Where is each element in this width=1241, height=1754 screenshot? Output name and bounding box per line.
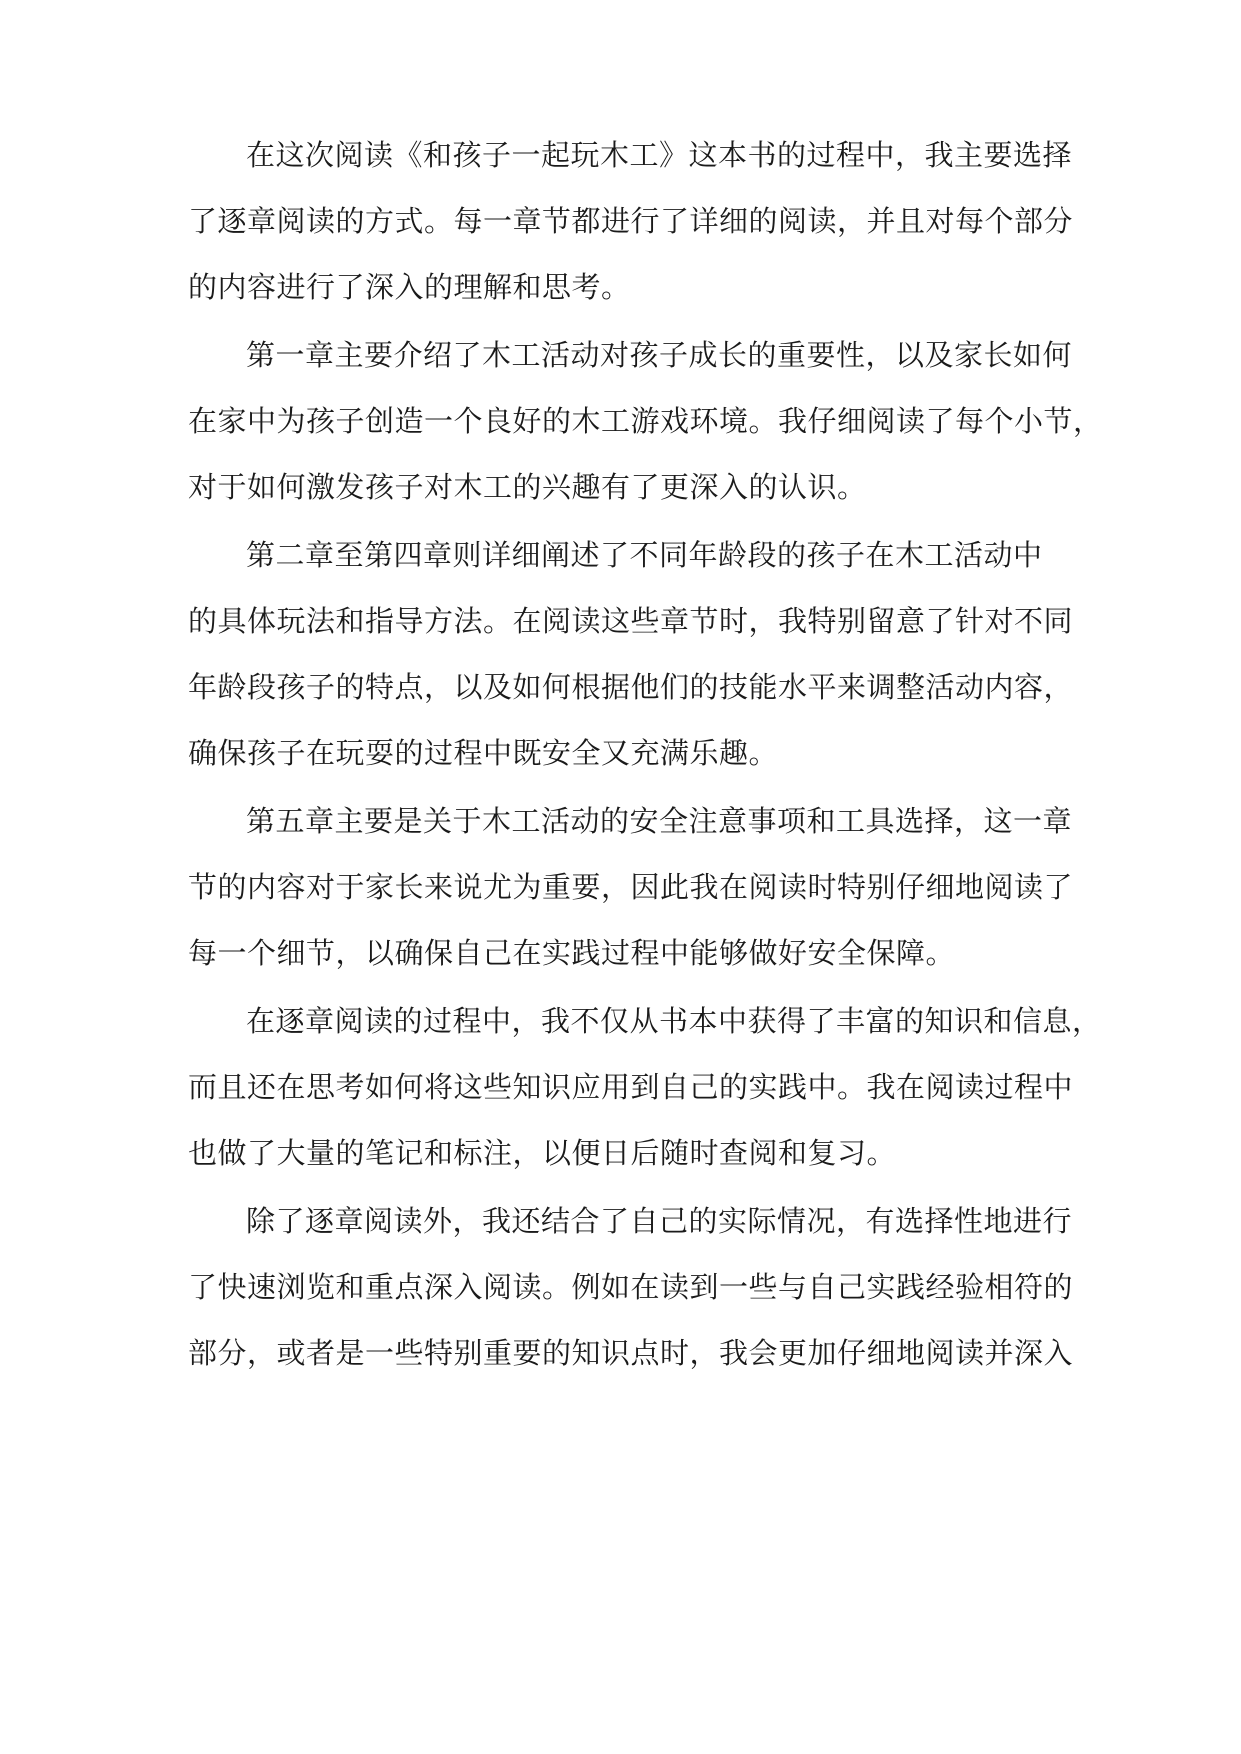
text-line: 了逐章阅读的方式。每一章节都进行了详细的阅读，并且对每个部分 [188,204,1074,238]
text-line: 在这次阅读《和孩子一起玩木工》这本书的过程中，我主要选择 [246,138,1073,172]
text-line: 第一章主要介绍了木工活动对孩子成长的重要性，以及家长如何 [246,338,1073,372]
text-line: 确保孩子在玩耍的过程中既安全又充满乐趣。 [188,736,779,770]
text-line: 节的内容对于家长来说尤为重要，因此我在阅读时特别仔细地阅读了 [188,870,1074,904]
text-line: 了快速浏览和重点深入阅读。例如在读到一些与自己实践经验相符的 [188,1270,1074,1304]
text-line: 的具体玩法和指导方法。在阅读这些章节时，我特别留意了针对不同 [188,604,1074,638]
text-line: 在家中为孩子创造一个良好的木工游戏环境。我仔细阅读了每个小节， [188,404,1103,438]
text-line: 第五章主要是关于木工活动的安全注意事项和工具选择，这一章 [246,804,1073,838]
text-line: 也做了大量的笔记和标注，以便日后随时查阅和复习。 [188,1136,897,1170]
text-line: 第二章至第四章则详细阐述了不同年龄段的孩子在木工活动中 [246,538,1043,572]
text-line: 除了逐章阅读外，我还结合了自己的实际情况，有选择性地进行 [246,1204,1073,1238]
text-line: 在逐章阅读的过程中，我不仅从书本中获得了丰富的知识和信息， [246,1004,1102,1038]
text-line: 部分，或者是一些特别重要的知识点时，我会更加仔细地阅读并深入 [188,1336,1074,1370]
text-line: 每一个细节，以确保自己在实践过程中能够做好安全保障。 [188,936,956,970]
text-line: 年龄段孩子的特点，以及如何根据他们的技能水平来调整活动内容， [188,670,1074,704]
text-line: 的内容进行了深入的理解和思考。 [188,270,631,304]
text-line: 而且还在思考如何将这些知识应用到自己的实践中。我在阅读过程中 [188,1070,1074,1104]
text-line: 对于如何激发孩子对木工的兴趣有了更深入的认识。 [188,470,867,504]
